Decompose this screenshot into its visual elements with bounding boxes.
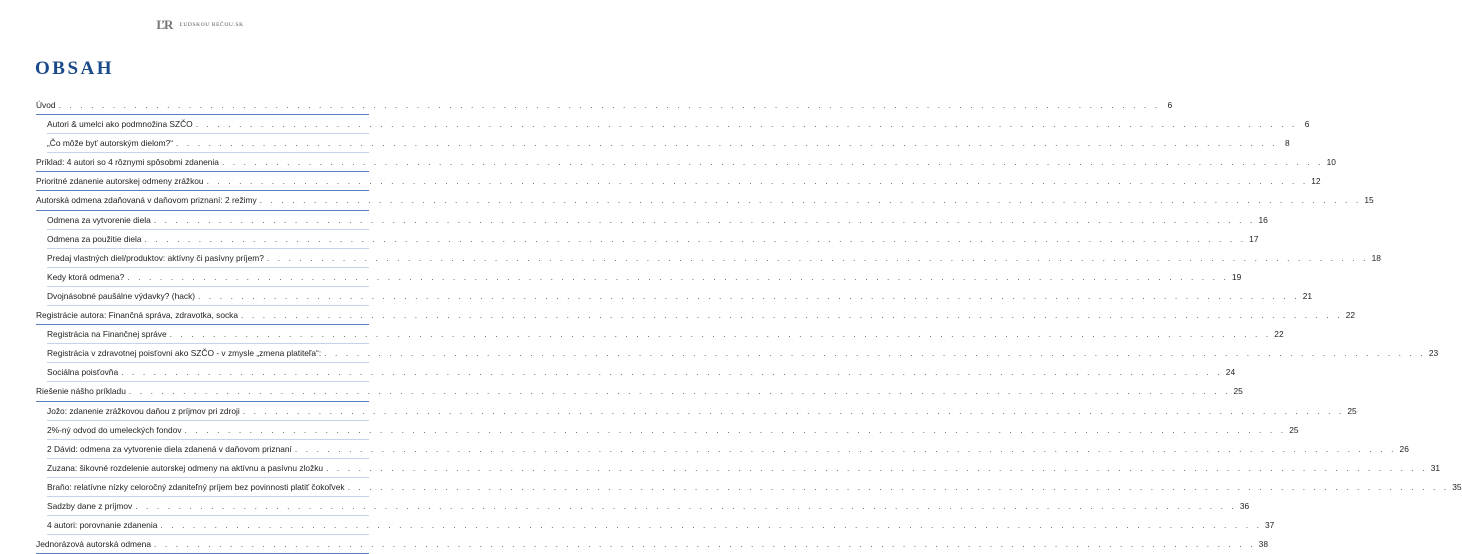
toc-dot-leader: [59, 96, 1161, 115]
toc-dot-leader: [176, 134, 1278, 153]
toc-entry-title: Prioritné zdanenie autorskej odmeny zrážkou: [36, 176, 204, 187]
toc-entry-title: Registrácie autora: Finančná správa, zdravotka, socka: [36, 310, 239, 321]
toc-entry-page: 25: [1347, 405, 1357, 416]
page-title: OBSAH: [35, 58, 115, 79]
toc-entry-page: 19: [1231, 271, 1242, 282]
toc-entry-page: 31: [1430, 462, 1441, 473]
toc-dot-leader: [222, 153, 1324, 172]
toc-entry-title: Kedy ktorá odmena?: [47, 271, 125, 282]
toc-entry-page: 25: [1233, 386, 1243, 397]
toc-entry-title: Jednorázová autorská odmena: [36, 539, 151, 550]
toc-dot-leader: [135, 497, 1237, 516]
toc-entry-page: 37: [1265, 520, 1275, 531]
toc-entry-title: Odmena za vytvorenie diela: [47, 214, 151, 225]
toc-entry[interactable]: [36, 211, 1268, 230]
toc-entry-title: Úvod: [36, 100, 56, 110]
toc-entry-page: 35: [1452, 481, 1462, 492]
toc-entry-title: Odmena za použitie diela: [47, 233, 142, 244]
toc-entry[interactable]: [36, 96, 1173, 115]
toc-entry[interactable]: [36, 440, 1409, 459]
toc-entry[interactable]: [36, 191, 1374, 210]
toc-entry-title: Braňo: relatívne nízky celoročný zdaniteľný príjem bez povinnosti platiť čokoľvek: [47, 481, 345, 492]
toc-dot-leader: [121, 363, 1223, 382]
toc-dot-leader: [185, 421, 1287, 440]
toc-entry-page: 6: [1304, 119, 1310, 130]
toc-entry-title: Registrácia na Finančnej správe: [47, 329, 167, 340]
toc-entry[interactable]: [36, 134, 1290, 153]
toc-entry-page: 6: [1167, 100, 1173, 110]
toc-entry-title: Registrácia v zdravotnej poisťovni ako SZČO - v zmysle „zmena platiteľa“:: [47, 348, 322, 359]
logo-mark: ĽR: [156, 17, 173, 32]
toc-entry-page: 22: [1274, 329, 1284, 340]
toc-entry[interactable]: [36, 172, 1321, 191]
toc-entry[interactable]: [36, 325, 1284, 344]
toc-entry[interactable]: [36, 153, 1336, 172]
toc-entry-title: Predaj vlastných diel/produktov: aktívny či pasívny príjem?: [47, 252, 264, 263]
toc-dot-leader: [170, 325, 1272, 344]
toc-entry-title: Riešenie nášho príkladu: [36, 386, 126, 397]
toc-dot-leader: [243, 402, 1345, 421]
toc-entry-title: Sociálna poisťovňa: [47, 367, 119, 378]
toc-entry[interactable]: [36, 249, 1381, 268]
toc-entry[interactable]: [36, 344, 1439, 363]
toc-entry-page: 18: [1371, 252, 1381, 263]
toc-dot-leader: [154, 535, 1256, 554]
toc-entry[interactable]: [36, 268, 1242, 287]
toc-dot-leader: [127, 268, 1229, 287]
toc-entry-page: 16: [1258, 214, 1268, 225]
toc-entry-page: 10: [1326, 157, 1336, 168]
toc-entry[interactable]: [36, 230, 1259, 249]
toc-dot-leader: [145, 230, 1247, 249]
toc-dot-leader: [198, 287, 1300, 306]
toc-dot-leader: [324, 344, 1426, 363]
toc-entry-title: Príklad: 4 autori so 4 rôznymi spôsobmi zdanenia: [36, 157, 219, 168]
toc-entry-title: 2%-ný odvod do umeleckých fondov: [47, 424, 182, 435]
toc-entry-title: Jožo: zdanenie zrážkovou daňou z príjmov pri zdroji: [47, 405, 240, 416]
toc-entry[interactable]: [36, 402, 1357, 421]
toc-entry-title: „Čo môže byť autorským dielom?“: [47, 138, 174, 149]
toc-entry[interactable]: [36, 382, 1243, 401]
toc-entry-page: 15: [1364, 195, 1374, 206]
toc-entry-page: 26: [1399, 443, 1409, 454]
toc-entry-page: 22: [1345, 310, 1356, 321]
toc-entry[interactable]: [36, 459, 1441, 478]
toc-entry[interactable]: [36, 306, 1356, 325]
toc-entry-title: Autorská odmena zdaňovaná v daňovom priznaní: 2 režimy: [36, 195, 257, 206]
toc-entry[interactable]: [36, 363, 1236, 382]
toc-entry-title: Dvojnásobné paušálne výdavky? (hack): [47, 290, 196, 301]
toc-entry-page: 25: [1289, 424, 1299, 435]
toc-entry[interactable]: [36, 421, 1299, 440]
toc-dot-leader: [241, 306, 1343, 325]
table-of-contents: [36, 96, 1462, 554]
toc-entry-page: 36: [1239, 500, 1250, 511]
toc-entry-title: Zuzana: šikovné rozdelenie autorskej odmeny na aktívnu a pasívnu zložku: [47, 462, 324, 473]
toc-dot-leader: [207, 172, 1309, 191]
toc-entry-title: Autori & umelci ako podmnožina SZČO: [47, 119, 193, 130]
toc-dot-leader: [326, 459, 1428, 478]
toc-entry-page: 38: [1258, 539, 1268, 550]
toc-entry-title: 2 Dávid: odmena za vytvorenie diela zdanená v daňovom priznaní: [47, 443, 292, 454]
toc-entry-page: 8: [1285, 138, 1290, 149]
toc-entry-title: 4 autori: porovnanie zdanenia: [47, 520, 158, 531]
toc-dot-leader: [260, 191, 1362, 210]
publisher-logo: [0, 16, 400, 34]
toc-entry[interactable]: [36, 287, 1313, 306]
toc-entry-page: 21: [1302, 290, 1313, 301]
toc-entry[interactable]: [36, 478, 1462, 497]
toc-entry[interactable]: [36, 516, 1275, 535]
toc-dot-leader: [160, 516, 1262, 535]
toc-entry-page: 17: [1249, 233, 1259, 244]
toc-entry-page: 23: [1428, 348, 1439, 359]
toc-dot-leader: [267, 249, 1369, 268]
logo-text: ĽUDSKOU REČOU.SK: [179, 22, 244, 29]
toc-dot-leader: [154, 211, 1256, 230]
toc-entry[interactable]: [36, 497, 1250, 516]
toc-dot-leader: [196, 115, 1298, 134]
toc-entry[interactable]: [36, 115, 1310, 134]
toc-entry-page: 24: [1225, 367, 1236, 378]
toc-entry-title: Sadzby dane z príjmov: [47, 500, 133, 511]
toc-dot-leader: [295, 440, 1397, 459]
toc-dot-leader: [348, 478, 1450, 497]
toc-entry[interactable]: [36, 535, 1268, 554]
toc-dot-leader: [129, 382, 1231, 401]
toc-entry-page: 12: [1311, 176, 1321, 187]
